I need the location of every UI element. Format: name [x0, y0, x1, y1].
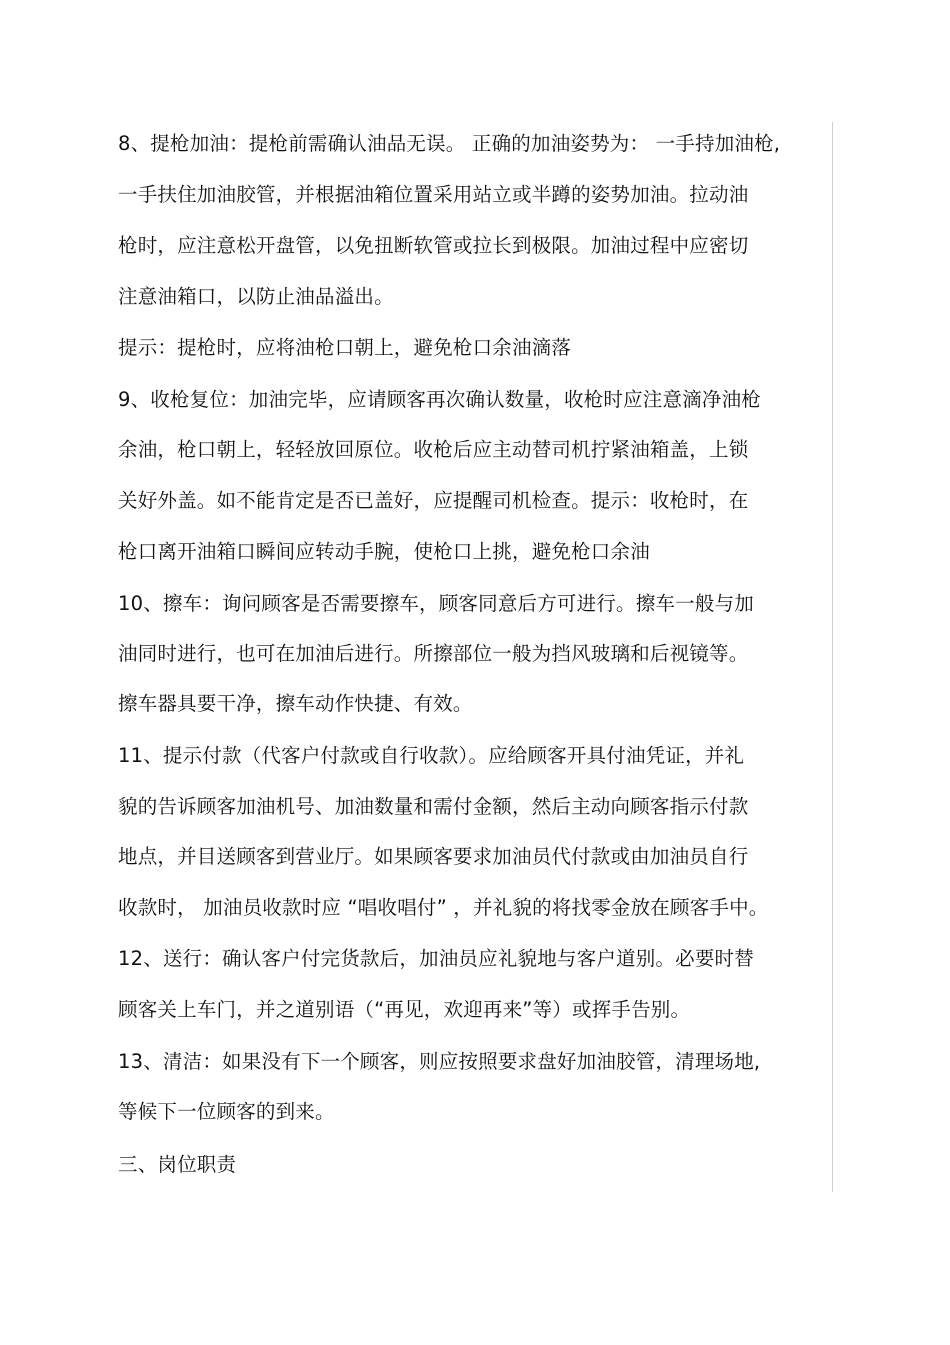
- text-line: 收款时， 加油员收款时应 “唱收唱付” ，并礼貌的将找零金放在顾客手中。: [118, 896, 769, 919]
- text-line: 地点，并目送顾客到营业厅。如果顾客要求加油员代付款或由加油员自行: [118, 845, 749, 868]
- text-line: 13、清洁：如果没有下一个顾客，则应按照要求盘好加油胶管，清理场地,: [118, 1050, 761, 1073]
- text-line: 貌的告诉顾客加油机号、加油数量和需付金额，然后主动向顾客指示付款: [118, 795, 749, 818]
- text-line: 枪时，应注意松开盘管，以免扭断软管或拉长到极限。加油过程中应密切: [118, 234, 749, 257]
- text-line: 顾客关上车门，并之道别语（“再见，欢迎再来”等）或挥手告别。: [118, 998, 691, 1021]
- text-line: 9、收枪复位：加油完毕，应请顾客再次确认数量，收枪时应注意滴净油枪: [118, 388, 762, 411]
- text-line: 油同时进行，也可在加油后进行。所擦部位一般为挡风玻璃和后视镜等。: [118, 642, 749, 665]
- text-line: 10、擦车：询问顾客是否需要擦车，顾客同意后方可进行。擦车一般与加: [118, 592, 754, 615]
- text-line: 8、提枪加油：提枪前需确认油品无误。 正确的加油姿势为： 一手持加油枪,: [118, 132, 781, 155]
- section-heading: 三、岗位职责: [118, 1153, 237, 1176]
- text-line: 注意油箱口，以防止油品溢出。: [118, 285, 394, 308]
- page-edge-rule: [832, 122, 833, 1192]
- text-line: 擦车器具要干净，擦车动作快捷、有效。: [118, 692, 473, 715]
- text-line: 等候下一位顾客的到来。: [118, 1100, 335, 1123]
- text-line: 一手扶住加油胶管，并根据油箱位置采用站立或半蹲的姿势加油。拉动油: [118, 183, 749, 206]
- text-line: 关好外盖。如不能肯定是否已盖好，应提醒司机检查。提示：收枪时，在: [118, 489, 749, 512]
- text-line: 11、提示付款（代客户付款或自行收款）。应给顾客开具付油凭证，并礼: [118, 744, 745, 767]
- text-line: 枪口离开油箱口瞬间应转动手腕，使枪口上挑，避免枪口余油: [118, 540, 650, 563]
- text-line: 12、送行：确认客户付完货款后，加油员应礼貌地与客户道别。必要时替: [118, 947, 754, 970]
- text-line: 提示：提枪时，应将油枪口朝上，避免枪口余油滴落: [118, 336, 572, 359]
- text-line: 余油，枪口朝上，轻轻放回原位。收枪后应主动替司机拧紧油箱盖，上锁: [118, 438, 749, 461]
